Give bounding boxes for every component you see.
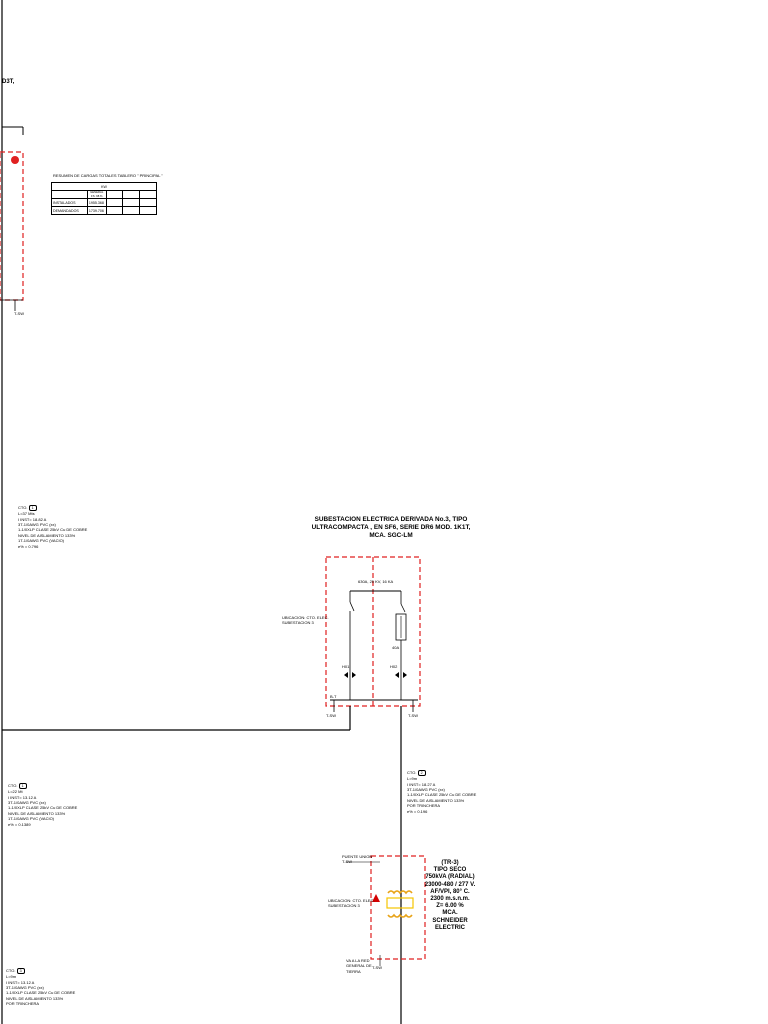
switch-left-blade — [350, 602, 354, 611]
circuit-tag: 1 — [19, 783, 27, 789]
header-fragment: D3T, — [2, 79, 15, 85]
circuit-spec: 1-1/0XLP CLASE 25kV Cu DE COBRE — [18, 527, 88, 533]
substation-location: UBICACION: CTO. ELEC. SUBESTACION 3 — [282, 615, 329, 626]
switch-right-blade — [401, 604, 405, 612]
transformer-core-icon — [387, 898, 413, 908]
transformer-primary-coil-icon — [388, 891, 412, 893]
switch-left-mark-icon — [344, 672, 348, 678]
substation-title: SUBESTACION ELECTRICA DERIVADA No.3, TIPO ULTRACOMPACTA , EN SF6, SERIE DR6 MOD. 1K1T, MCA. SGC-LM — [311, 516, 471, 539]
table-cell — [140, 199, 157, 207]
upper-panel-ground-label: T-SW — [14, 311, 24, 316]
table-cell — [106, 199, 123, 207]
circuit-spec: I INST= 18.82 A — [18, 516, 47, 522]
load-summary-table — [51, 182, 157, 215]
circuit-spec: NIVEL DE AISLAMIENTO 133% — [407, 797, 465, 803]
transformer-spec-line: AF/VPI, 80° C. — [430, 888, 470, 895]
transformer-spec-line: 23000-480 / 277 V. — [424, 881, 476, 888]
circuit-spec: e% = 0.796 — [18, 543, 39, 549]
transformer-spec-line: TIPO SECO — [433, 867, 467, 874]
busbar-label: 630A, 25 KV, 16 KA — [358, 579, 394, 584]
circuit-tag-line: CTO. 2 — [407, 770, 476, 776]
row-value: 1739.706 — [87, 207, 106, 215]
transformer-spec-line: ELECTRIC — [435, 924, 465, 931]
load-summary-title: RESUMEN DE CARGAS TOTALES TABLERO " PRINCIPAL " — [53, 173, 163, 178]
circuit-left-mid — [8, 783, 77, 827]
circuit-spec: L=9m — [6, 974, 17, 980]
table-cell — [123, 207, 140, 215]
table-cell — [52, 191, 88, 199]
transformer-location: UBICACION: CTO. ELEC. SUBESTACION 3 — [328, 898, 375, 909]
table-row — [52, 183, 157, 191]
table-cell — [123, 199, 140, 207]
row-value: 1955.368 — [87, 199, 106, 207]
table-row — [52, 191, 157, 199]
table-cell — [140, 191, 157, 199]
circuit-spec: 3T-1/0AWG PVC (xx) — [407, 787, 445, 793]
circuit-right — [407, 770, 476, 814]
substation-ground-tag: B-T — [330, 694, 337, 699]
switch-right-mark-icon — [395, 672, 399, 678]
circuit-spec: I INST= 13.12 A — [6, 979, 35, 985]
table-row — [52, 207, 157, 215]
circuit-tag-line: CTO. 1 — [8, 783, 77, 789]
row-label: INSTALADOS — [52, 199, 88, 207]
table-cell — [106, 207, 123, 215]
circuit-tag: 1 — [29, 505, 37, 511]
table-cell — [140, 207, 157, 215]
circuit-spec: I INST= 13.12 A — [8, 794, 37, 800]
circuit-left-bottom — [6, 968, 75, 1007]
circuit-spec: L=37 Mts — [18, 511, 35, 517]
circuit-tag: 2 — [418, 770, 426, 776]
circuit-spec: I INST= 18.27 A — [407, 781, 436, 787]
table-row — [52, 199, 157, 207]
circuit-tag: 3 — [17, 968, 25, 974]
transformer-union-label: PUENTE UNION T-SW — [342, 854, 373, 865]
circuit-spec: 1T-1/0AWG PVC (VACIO) — [18, 538, 65, 544]
circuit-spec: L=9m — [407, 776, 418, 782]
transformer-ground-tag: T-SW — [372, 965, 382, 970]
circuit-spec: 3T-1/0AWG PVC (xx) — [8, 800, 46, 806]
circuit-spec: POR TRINCHERA — [6, 1001, 40, 1007]
substation-ground-right-label: T-SW — [408, 713, 418, 718]
sub-header: GENERAL FS: 98 % — [87, 191, 106, 199]
circuit-tag-line: CTO. 3 — [6, 968, 75, 974]
upper-panel-enclosure — [0, 152, 23, 300]
circuit-spec: 1-1/0XLP CLASE 25kV Cu DE COBRE — [407, 792, 477, 798]
switch-right-label: H02 — [390, 664, 398, 669]
circuit-spec: POR TRINCHERA — [407, 803, 441, 809]
circuit-tag-line: CTO. 1 — [18, 505, 87, 511]
table-cell — [106, 191, 123, 199]
transformer-spec-line: MCA. SCHNEIDER — [432, 910, 468, 924]
circuit-spec: 3T-1/0AWG PVC (xx) — [6, 985, 44, 991]
circuit-spec: e% = 0.196 — [407, 808, 428, 814]
fuse-label: 40A — [392, 645, 400, 650]
transformer-secondary-coil-icon — [388, 915, 412, 917]
switch-left-mark2-icon — [352, 672, 356, 678]
substation-ground-left-label: T-SW — [326, 713, 336, 718]
upper-panel-badge-icon — [11, 156, 19, 164]
transformer-spec-line: 2300 m.s.n.m. — [430, 896, 470, 903]
circuit-spec: NIVEL DE AISLAMIENTO 133% — [8, 810, 66, 816]
transformer-spec-line: 750kVA (RADIAL) — [425, 874, 475, 881]
circuit-spec: 1-1/0XLP CLASE 25kV Cu DE COBRE — [8, 805, 78, 811]
circuit-spec: NIVEL DE AISLAMIENTO 133% — [6, 995, 64, 1001]
circuit-left-top — [18, 505, 87, 549]
transformer-tag: (TR-3) — [441, 860, 459, 866]
switch-left-label: H01 — [342, 664, 350, 669]
circuit-spec: NIVEL DE AISLAMIENTO 133% — [18, 532, 76, 538]
transformer-spec — [424, 860, 476, 932]
circuit-spec: 1-1/0XLP CLASE 25kV Cu DE COBRE — [6, 990, 76, 996]
circuit-spec: e% = 0.1389 — [8, 821, 31, 827]
transformer-ground-net: VA A LA RED GENERAL DE TIERRA — [346, 958, 372, 974]
row-label: DEMANDADOS — [52, 207, 88, 215]
transformer-spec-line: Z= 6.00 % — [436, 903, 464, 910]
table-cell — [123, 191, 140, 199]
circuit-spec: 3T-1/0AWG PVC (xx) — [18, 522, 56, 528]
unit-header: KW — [52, 183, 157, 191]
circuit-spec: 1T-1/0AWG PVC (VACIO) — [8, 816, 55, 822]
switch-right-mark2-icon — [403, 672, 407, 678]
circuit-spec: L=22 Mt — [8, 789, 23, 795]
